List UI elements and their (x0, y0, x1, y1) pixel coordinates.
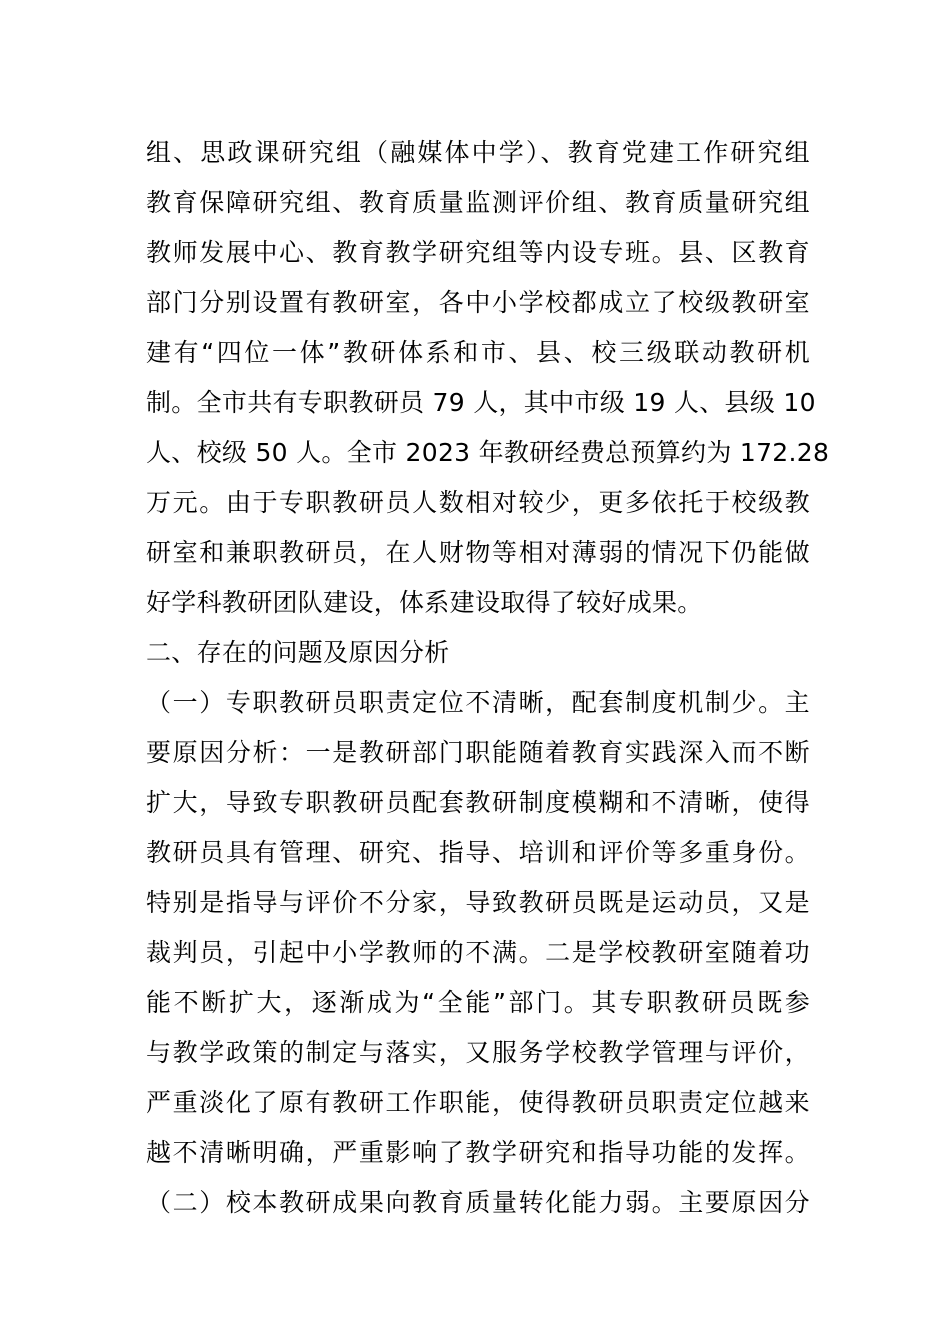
body-text (146, 128, 830, 1228)
text-line: 好学科教研团队建设，体系建设取得了较好成果。 (146, 588, 703, 617)
text-line: （一）专职教研员职责定位不清晰，配套制度机制少。主 (146, 688, 810, 717)
text-line: 教育保障研究组、教育质量监测评价组、教育质量研究组 (146, 188, 810, 217)
text-line: 裁判员，引起中小学教师的不满。二是学校教研室随着功 (146, 938, 810, 967)
text-line: 部门分别设置有教研室，各中小学校都成立了校级教研室 (146, 288, 810, 317)
text-line: 研室和兼职教研员，在人财物等相对薄弱的情况下仍能做 (146, 538, 810, 567)
text-line: 教师发展中心、教育教学研究组等内设专班。县、区教育 (146, 238, 810, 267)
text-line: 特别是指导与评价不分家，导致教研员既是运动员，又是 (146, 888, 810, 917)
text-line: 制。全市共有专职教研员 79 人，其中市级 19 人、县级 10 (146, 388, 816, 417)
text-line: 能不断扩大，逐渐成为“全能”部门。其专职教研员既参 (146, 988, 810, 1017)
text-line: 组、思政课研究组（融媒体中学）、教育党建工作研究组 (146, 138, 810, 167)
text-line: 人、校级 50 人。全市 2023 年教研经费总预算约为 172.28 (146, 438, 830, 467)
text-line: 严重淡化了原有教研工作职能，使得教研员职责定位越来 (146, 1088, 810, 1117)
text-line: 扩大，导致专职教研员配套教研制度模糊和不清晰，使得 (146, 788, 810, 817)
section-heading: 二、存在的问题及原因分析 (146, 638, 450, 667)
text-line: 万元。由于专职教研员人数相对较少，更多依托于校级教 (146, 488, 810, 517)
text-line: 要原因分析：一是教研部门职能随着教育实践深入而不断 (146, 738, 810, 767)
text-line: 与教学政策的制定与落实，又服务学校教学管理与评价， (146, 1038, 810, 1067)
text-line: 建有“四位一体”教研体系和市、县、校三级联动教研机 (146, 338, 810, 367)
text-line: 越不清晰明确，严重影响了教学研究和指导功能的发挥。 (146, 1138, 810, 1167)
text-line: （二）校本教研成果向教育质量转化能力弱。主要原因分 (146, 1188, 810, 1217)
text-line: 教研员具有管理、研究、指导、培训和评价等多重身份。 (146, 838, 810, 867)
